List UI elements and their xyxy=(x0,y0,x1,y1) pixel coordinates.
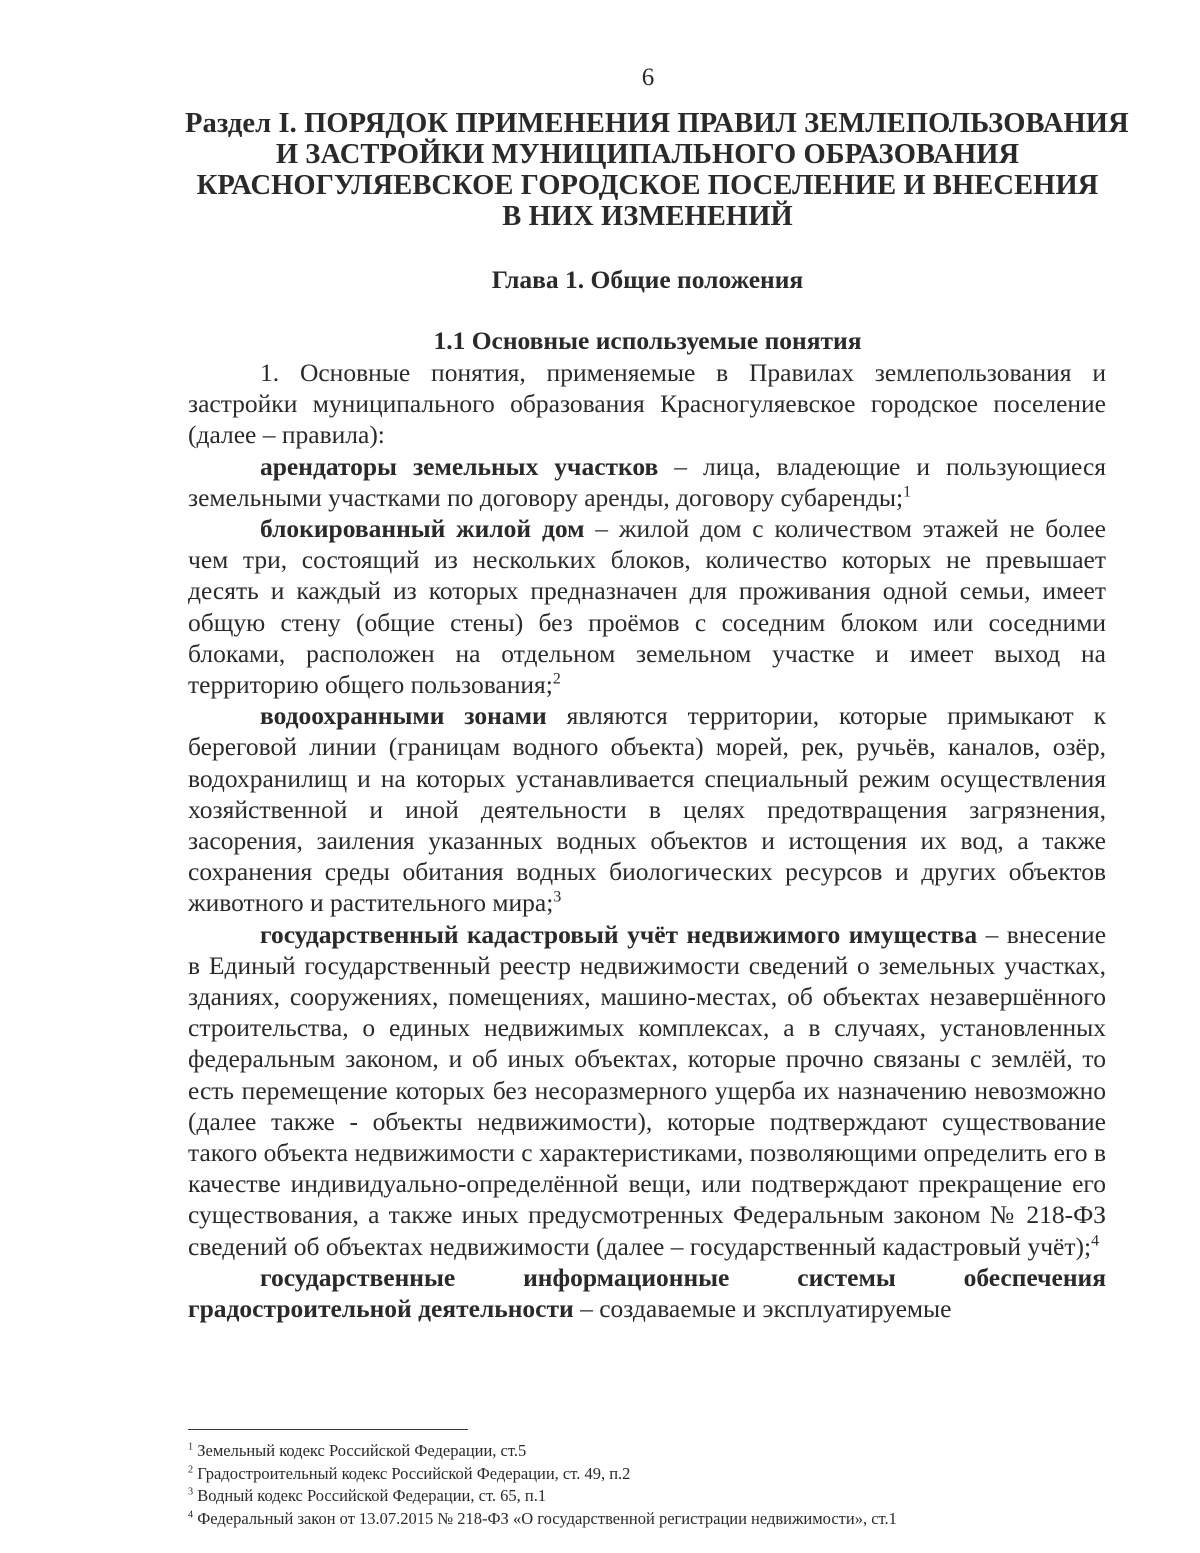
chapter-title: Глава 1. Общие положения xyxy=(491,265,804,294)
footnote xyxy=(188,1440,1128,1463)
paragraph-intro xyxy=(188,357,1106,451)
page-number: 6 xyxy=(641,64,655,91)
definition-paragraph xyxy=(188,919,1106,1262)
footnote-text: Градостроительный кодекс Российской Федерации, ст. 49, п.2 xyxy=(193,1463,631,1483)
footnote xyxy=(188,1508,1128,1531)
section-title-line: Раздел I. ПОРЯДОК ПРИМЕНЕНИЯ ПРАВИЛ ЗЕМЛЕПОЛЬЗОВАНИЯ xyxy=(185,108,1129,139)
definition-text: – внесение в Единый государственный реестр недвижимости сведений о земельных участках, зданиях, сооружениях, помещениях, машино-местах, об объектах незавершённого строительства, о единых недвижимых комплексах, а в случаях, установленных федеральным законом, и об иных объектах, которые прочно связаны с землёй, то есть перемещение которых без несоразмерного ущерба их назначению невозможно (далее также - объекты недвижимости), которые подтверждают существование такого объекта недвижимости с характеристиками, позволяющими определить его в качестве индивидуально-определённой вещи, или подтверждают прекращение его существования, а также иных предусмотренных Федеральным законом № 218-ФЗ сведений об объектах недвижимости (далее – государственный кадастровый учёт); xyxy=(188,919,1107,1261)
footnote xyxy=(188,1463,1128,1486)
footnote-mark: 4 xyxy=(188,1509,194,1520)
footnote-ref: 2 xyxy=(552,670,561,688)
definition-paragraph xyxy=(188,451,1106,513)
definition-paragraph xyxy=(188,700,1106,918)
body-text xyxy=(188,357,1106,1324)
subsection-title: 1.1 Основные используемые понятия xyxy=(433,326,862,355)
footnote-text: Водный кодекс Российской Федерации, ст. 65, п.1 xyxy=(193,1486,547,1505)
definition-text: являются территории, которые примыкают к береговой линии (границам водного объекта) морей, рек, ручьёв, каналов, озёр, водохранилищ и на которых устанавливается специальный режим осуществления хозяйственной и иной деятельности в целях предотвращения загрязнения, засорения, заиления указанных водных объектов и истощения их вод, а также сохранения среды обитания водных биологических ресурсов и других объектов животного и растительного мира; xyxy=(188,701,1106,918)
defined-term: арендаторы земельных участков xyxy=(260,451,659,481)
paragraph-text: 1. Основные понятия, применяемые в Правилах землепользования и застройки муниципального образования Красногуляевское городское поселение (далее – правила): xyxy=(188,358,1106,450)
footnote-ref: 1 xyxy=(903,483,912,501)
footnote-separator xyxy=(188,1429,468,1430)
defined-term: водоохранными зонами xyxy=(260,701,547,731)
defined-term: блокированный жилой дом xyxy=(260,514,585,544)
defined-term: государственный кадастровый учёт недвижимого имущества xyxy=(260,919,978,949)
footnotes xyxy=(188,1440,1128,1530)
definition-text: – создаваемые и эксплуатируемые xyxy=(573,1294,952,1324)
footnote-mark: 2 xyxy=(188,1464,194,1475)
footnote-ref: 4 xyxy=(1091,1232,1099,1250)
section-title xyxy=(185,108,1129,232)
definition-text: – жилой дом с количеством этажей не более чем три, состоящий из нескольких блоков, количество которых не превышает десять и каждый из которых предназначен для проживания одной семьи, имеет общую стену (общие стены) без проёмов с соседним блоком или соседними блоками, расположен на отдельном земельном участке и имеет выход на территорию общего пользования; xyxy=(188,514,1106,700)
footnote-ref: 3 xyxy=(553,888,562,906)
footnote-mark: 1 xyxy=(188,1441,194,1453)
footnote-mark: 3 xyxy=(188,1486,194,1498)
section-title-line: И ЗАСТРОЙКИ МУНИЦИПАЛЬНОГО ОБРАЗОВАНИЯ xyxy=(275,139,1020,170)
defined-term: государственные информационные системы обеспечения градостроительной деятельности xyxy=(188,1262,1106,1324)
definition-text: – лица, владеющие и пользующиеся земельными участками по договору аренды, договору субаренды; xyxy=(188,451,1106,512)
definition-paragraph xyxy=(188,513,1106,700)
section-title-line: КРАСНОГУЛЯЕВСКОЕ ГОРОДСКОЕ ПОСЕЛЕНИЕ И ВНЕСЕНИЯ xyxy=(196,170,1099,201)
footnote-text: Земельный кодекс Российской Федерации, ст.5 xyxy=(193,1441,527,1460)
footnote xyxy=(188,1485,1128,1508)
footnote-text: Федеральный закон от 13.07.2015 № 218-ФЗ «О государственной регистрации недвижимости», ст.1 xyxy=(193,1508,897,1528)
section-title-line: В НИХ ИЗМЕНЕНИЙ xyxy=(502,201,793,232)
definition-paragraph xyxy=(188,1262,1106,1324)
